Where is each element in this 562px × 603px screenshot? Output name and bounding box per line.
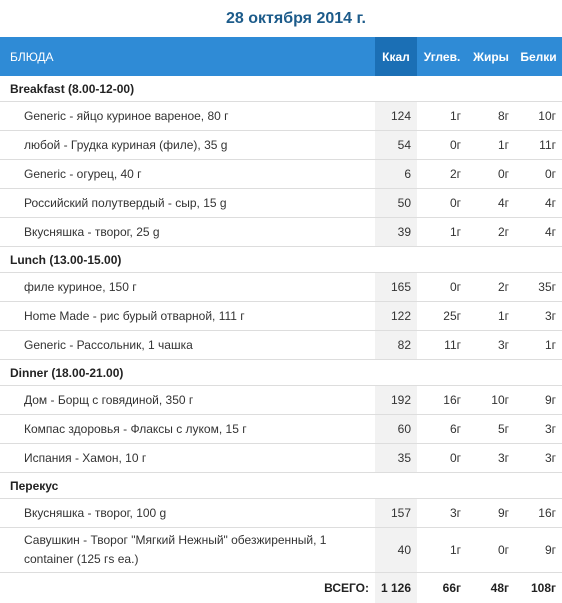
food-item-protein: 3г [515,415,562,444]
food-item-fat: 1г [467,302,515,331]
meal-group-title: Lunch (13.00-15.00) [0,247,562,273]
food-item-fat: 3г [467,331,515,360]
total-kcal: 1 126 [375,573,417,603]
food-item-kcal: 6 [375,160,417,189]
food-item-name[interactable]: Дом - Борщ с говядиной, 350 г [0,386,375,415]
column-header-protein: Белки [515,37,562,76]
food-item-fat: 4г [467,189,515,218]
food-item-name[interactable]: Компас здоровья - Флаксы с луком, 15 г [0,415,375,444]
food-item-name[interactable]: Home Made - рис бурый отварной, 111 г [0,302,375,331]
food-item-kcal: 82 [375,331,417,360]
meal-group-title: Перекус [0,473,562,499]
column-header-fat: Жиры [467,37,515,76]
total-label: ВСЕГО: [0,573,375,603]
food-item-name[interactable]: Generic - яйцо куриное вареное, 80 г [0,102,375,131]
food-item-kcal: 50 [375,189,417,218]
food-item-carbs: 0г [417,444,467,473]
food-item-protein: 11г [515,131,562,160]
food-item-carbs: 6г [417,415,467,444]
meal-group-row [0,360,562,386]
food-item-kcal: 157 [375,499,417,528]
food-item-protein: 16г [515,499,562,528]
food-item-name[interactable]: Вкусняшка - творог, 25 g [0,218,375,247]
table-header [0,37,562,76]
food-item-name[interactable]: любой - Грудка куриная (филе), 35 g [0,131,375,160]
food-item-carbs: 1г [417,102,467,131]
food-item-kcal: 124 [375,102,417,131]
food-item-protein: 3г [515,444,562,473]
food-item-row[interactable] [0,189,562,218]
food-item-row[interactable] [0,302,562,331]
food-item-name[interactable]: Российский полутвердый - сыр, 15 g [0,189,375,218]
food-item-fat: 10г [467,386,515,415]
meal-group-title: Dinner (18.00-21.00) [0,360,562,386]
diary-date: 28 октября 2014 г. [0,0,562,37]
food-item-name[interactable]: Generic - Рассольник, 1 чашка [0,331,375,360]
food-item-protein: 9г [515,528,562,573]
food-item-kcal: 122 [375,302,417,331]
food-item-carbs: 3г [417,499,467,528]
food-item-fat: 0г [467,160,515,189]
food-item-fat: 8г [467,102,515,131]
total-row [0,573,562,603]
food-item-name[interactable]: Вкусняшка - творог, 100 g [0,499,375,528]
food-item-protein: 9г [515,386,562,415]
food-item-row[interactable] [0,102,562,131]
food-item-protein: 10г [515,102,562,131]
food-item-fat: 2г [467,218,515,247]
meal-group-row [0,247,562,273]
total-carbs: 66г [417,573,467,603]
food-item-protein: 35г [515,273,562,302]
food-item-carbs: 0г [417,273,467,302]
total-fat: 48г [467,573,515,603]
food-item-fat: 1г [467,131,515,160]
table-body [0,76,562,573]
food-item-kcal: 35 [375,444,417,473]
food-item-carbs: 0г [417,131,467,160]
column-header-name: БЛЮДА [0,37,375,76]
food-item-fat: 9г [467,499,515,528]
meal-group-title: Breakfast (8.00-12-00) [0,76,562,102]
food-item-carbs: 25г [417,302,467,331]
food-item-row[interactable] [0,160,562,189]
food-item-protein: 4г [515,189,562,218]
food-item-row[interactable] [0,386,562,415]
food-item-fat: 0г [467,528,515,573]
food-item-kcal: 40 [375,528,417,573]
food-item-name[interactable]: Савушкин - Творог "Мягкий Нежный" обезжиренный, 1 container (125 гs ea.) [0,528,375,573]
food-item-carbs: 2г [417,160,467,189]
food-item-row[interactable] [0,444,562,473]
food-item-carbs: 11г [417,331,467,360]
meal-group-row [0,473,562,499]
food-item-protein: 4г [515,218,562,247]
food-item-protein: 1г [515,331,562,360]
food-item-kcal: 39 [375,218,417,247]
food-item-kcal: 60 [375,415,417,444]
food-item-name[interactable]: Generic - огурец, 40 г [0,160,375,189]
food-item-row[interactable] [0,218,562,247]
food-item-row[interactable] [0,499,562,528]
food-item-row[interactable] [0,273,562,302]
food-item-carbs: 16г [417,386,467,415]
food-item-carbs: 0г [417,189,467,218]
food-item-fat: 2г [467,273,515,302]
food-item-carbs: 1г [417,218,467,247]
meal-group-row [0,76,562,102]
food-item-name[interactable]: филе куриное, 150 г [0,273,375,302]
food-item-kcal: 192 [375,386,417,415]
food-item-kcal: 54 [375,131,417,160]
food-item-row[interactable] [0,131,562,160]
food-item-row[interactable] [0,528,562,573]
table-footer [0,573,562,603]
column-header-kcal: Ккал [375,37,417,76]
food-item-row[interactable] [0,331,562,360]
food-item-kcal: 165 [375,273,417,302]
food-item-row[interactable] [0,415,562,444]
food-diary-table [0,37,562,603]
food-item-protein: 0г [515,160,562,189]
food-item-carbs: 1г [417,528,467,573]
food-item-fat: 5г [467,415,515,444]
column-header-carbs: Углев. [417,37,467,76]
food-item-name[interactable]: Испания - Хамон, 10 г [0,444,375,473]
food-item-fat: 3г [467,444,515,473]
total-protein: 108г [515,573,562,603]
food-item-protein: 3г [515,302,562,331]
